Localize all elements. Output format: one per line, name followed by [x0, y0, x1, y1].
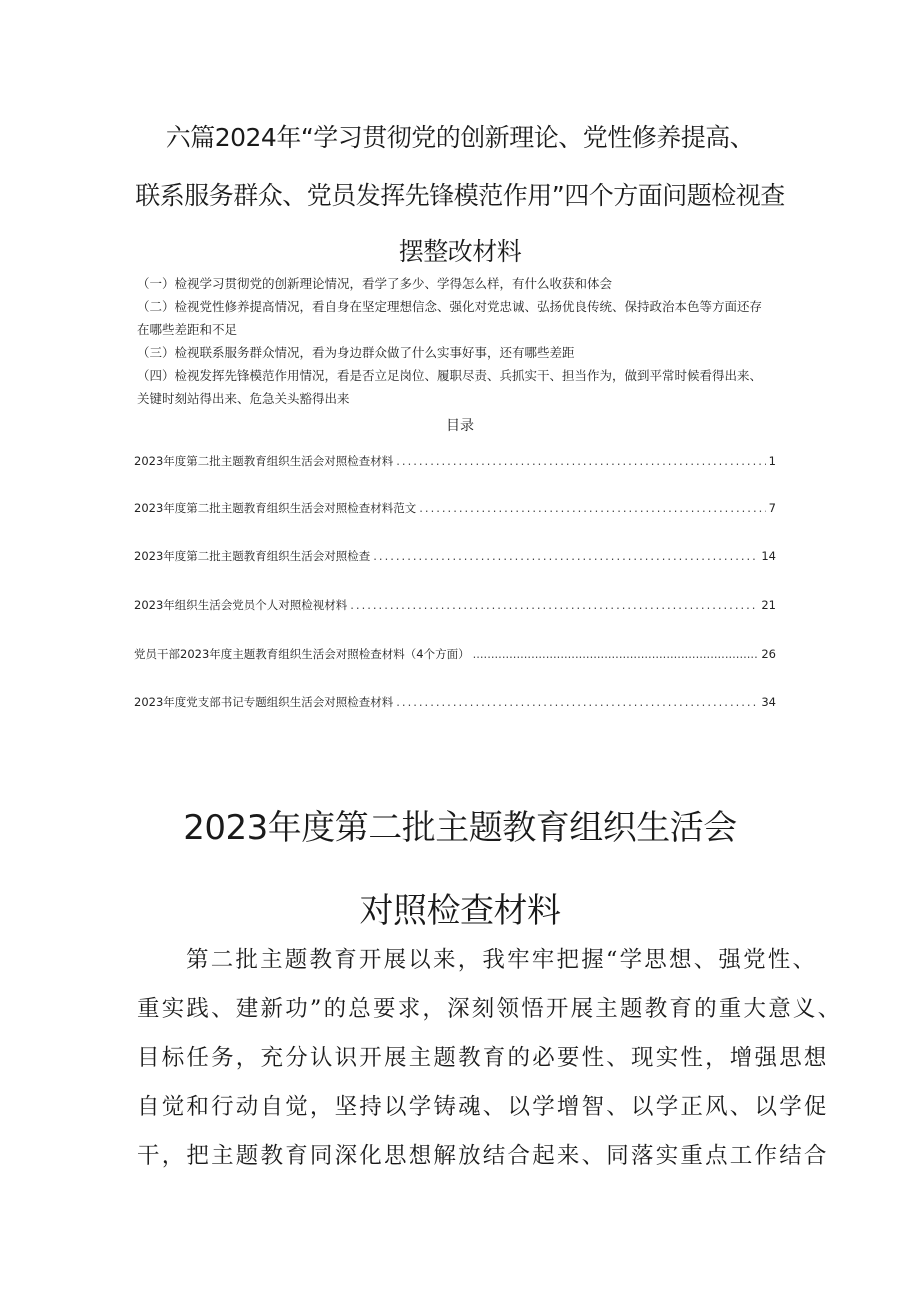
- toc-entry-page: 26: [761, 647, 776, 661]
- toc-leader-dots: [396, 454, 765, 468]
- aspect-line-1: （一）检视学习贯彻党的创新理论情况，看学了多少、学得怎么样，有什么收获和体会: [137, 276, 613, 291]
- section-title-line-1: 2023年度第二批主题教育组织生活会: [183, 808, 737, 848]
- toc-entry-title: 党员干部2023年度主题教育组织生活会对照检查材料（4个方面）: [134, 647, 470, 661]
- toc-leader-dots: [350, 598, 758, 612]
- body-paragraph-line: 第二批主题教育开展以来，我牢牢把握“学思想、强党性、: [186, 947, 818, 973]
- document-title-line-3: 摆整改材料: [398, 237, 522, 266]
- aspect-line-3: 在哪些差距和不足: [137, 322, 238, 337]
- toc-leader-dots: [473, 647, 759, 661]
- document-title-line-2: 联系服务群众、党员发挥先锋模范作用”四个方面问题检视查: [135, 181, 785, 210]
- body-paragraph-line: 重实践、建新功”的总要求，深刻领悟开展主题教育的重大意义、: [137, 996, 843, 1022]
- toc-entry-title: 2023年组织生活会党员个人对照检视材料: [134, 598, 348, 612]
- body-paragraph-line: 自觉和行动自觉，坚持以学铸魂、以学增智、以学正风、以学促: [137, 1094, 829, 1120]
- toc-entry[interactable]: [134, 500, 776, 518]
- toc-entry-title: 2023年度第二批主题教育组织生活会对照检查: [134, 549, 371, 563]
- toc-entry-page: 1: [768, 454, 776, 468]
- document-title-line-1: 六篇2024年“学习贯彻党的创新理论、党性修养提高、: [165, 123, 755, 152]
- toc-leader-dots: [396, 695, 758, 709]
- toc-entry-title: 2023年度第二批主题教育组织生活会对照检查材料: [134, 454, 394, 468]
- toc-entry[interactable]: [134, 646, 776, 664]
- toc-entry-title: 2023年度第二批主题教育组织生活会对照检查材料范文: [134, 501, 417, 515]
- aspect-line-2: （二）检视党性修养提高情况，看自身在坚定理想信念、强化对党忠诚、弘扬优良传统、保持政治本色等方面还存: [137, 299, 763, 314]
- toc-entry-title: 2023年度党支部书记专题组织生活会对照检查材料: [134, 695, 394, 709]
- toc-entry[interactable]: [134, 453, 776, 471]
- aspect-line-4: （三）检视联系服务群众情况，看为身边群众做了什么实事好事，还有哪些差距: [137, 345, 575, 360]
- toc-leader-dots: [373, 549, 758, 563]
- toc-heading: 目录: [446, 418, 474, 434]
- toc-entry[interactable]: [134, 597, 776, 615]
- section-title-line-2: 对照检查材料: [359, 891, 561, 931]
- toc-entry-page: 14: [761, 549, 776, 563]
- toc-entry[interactable]: [134, 548, 776, 566]
- body-paragraph-line: 目标任务，充分认识开展主题教育的必要性、现实性，增强思想: [137, 1045, 829, 1071]
- aspect-line-6: 关键时刻站得出来、危急关头豁得出来: [137, 391, 350, 406]
- toc-entry-page: 21: [761, 598, 776, 612]
- aspect-line-5: （四）检视发挥先锋模范作用情况，看是否立足岗位、履职尽责、兵抓实干、担当作为，做到平常时候看得出来、: [137, 368, 763, 383]
- toc-entry-page: 7: [768, 501, 776, 515]
- body-paragraph-line: 干，把主题教育同深化思想解放结合起来、同落实重点工作结合: [137, 1143, 829, 1169]
- toc-entry[interactable]: [134, 694, 776, 712]
- toc-leader-dots: [419, 501, 765, 515]
- toc-entry-page: 34: [761, 695, 776, 709]
